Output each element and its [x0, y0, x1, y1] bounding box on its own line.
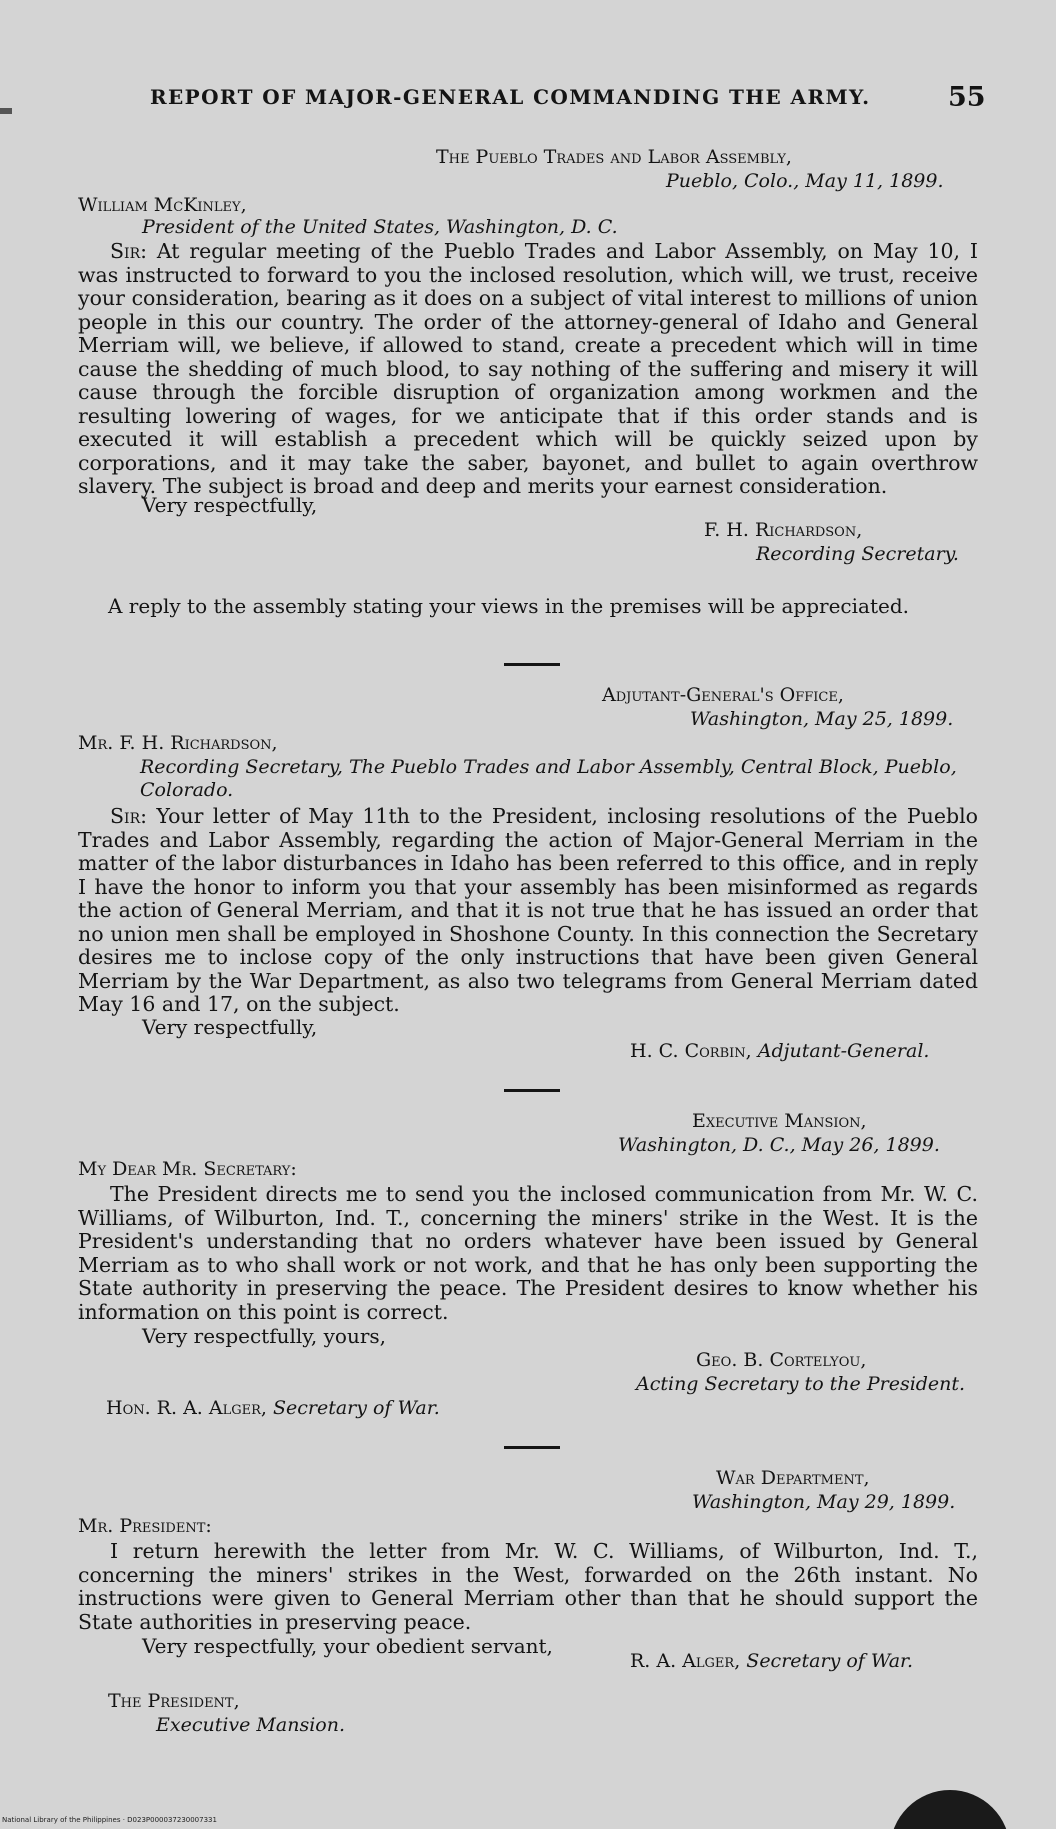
letter2-body-text: Your letter of May 11th to the President, inclosing resolutions of the Pueblo Trades and Labor Assembly, regarding the action of Major-General Merriam in the matter of the labor disturbances in Idaho has been referred to this office, and in reply I have the honor to inform you that your assembly has been misinformed as regards the action of General Merriam, and that it is not true that he has issued an order that no union men shall be employed in Shoshone County. In this connection the Secretary desires me to inclose copy of the only instructions that have been given General Merriam by the War Department, as also two telegrams from General Merriam dated May 16 and 17, on the subject.	[78, 804, 978, 1016]
letter4-signature	[630, 1650, 913, 1672]
letter1-body	[78, 239, 978, 498]
letter3-place-date: Washington, D. C., May 26, 1899.	[618, 1134, 940, 1156]
letter4-addressee-name: The President,	[108, 1690, 240, 1712]
letter1-closing: Very respectfully,	[142, 493, 318, 517]
letter1-salutation: Sir:	[110, 239, 148, 263]
page-number: 55	[948, 82, 986, 113]
letter2-place-date: Washington, May 25, 1899.	[690, 708, 954, 730]
letter4-signer-name: R. A. Alger,	[630, 1650, 741, 1672]
letter2-signer-title: Adjutant-General.	[757, 1040, 930, 1062]
letter3-signer-name: Geo. B. Cortelyou,	[696, 1349, 867, 1371]
letter2-signature	[630, 1040, 929, 1062]
letter3-addressee-title: Secretary of War.	[272, 1397, 440, 1419]
letter2-to-name: Mr. F. H. Richardson,	[78, 732, 278, 754]
letter2-from-org: Adjutant-General's Office,	[602, 684, 844, 706]
letter1-place-date: Pueblo, Colo., May 11, 1899.	[666, 170, 944, 192]
letter1-to-title: President of the United States, Washington, D. C.	[142, 216, 618, 238]
letter4-addressee-title: Executive Mansion.	[156, 1714, 345, 1736]
scan-edge-mark	[0, 108, 12, 114]
letter1-signer-name: F. H. Richardson,	[704, 519, 863, 541]
letter3-body-text: The President directs me to send you the inclosed communication from Mr. W. C. Williams, of Wilburton, Ind. T., concerning the miners' strike in the West. It is the President's understanding that no orders whatever have been issued by General Merriam as to who shall work or not work, and that he has only been supporting the State authority in preserving the peace. The President desires to know whether his information on this point is correct.	[78, 1182, 978, 1324]
letter4-from-org: War Department,	[716, 1467, 870, 1489]
letter3-body	[78, 1183, 978, 1331]
letter2-signer-name: H. C. Corbin,	[630, 1040, 752, 1062]
letter1-postscript: A reply to the assembly stating your views in the premises will be appreciated.	[108, 594, 909, 618]
letter4-body-text: I return herewith the letter from Mr. W. C. Williams, of Wilburton, Ind. T., concerning the miners' strikes in the West, forwarded on the 26th instant. No instructions were given to General Merriam other than that he should support the State authorities in preserving peace.	[78, 1539, 978, 1634]
letter4-body	[78, 1540, 978, 1640]
letter2-salutation: Sir:	[110, 804, 148, 828]
section-divider	[504, 1446, 560, 1449]
letter3-closing: Very respectfully, yours,	[142, 1324, 387, 1348]
letter1-from-org: The Pueblo Trades and Labor Assembly,	[436, 146, 792, 168]
scan-footer-stamp: National Library of the Philippines · D023P000037230007331	[2, 1816, 217, 1824]
section-divider	[504, 663, 560, 666]
letter1-body-text: At regular meeting of the Pueblo Trades and Labor Assembly, on May 10, I was instructed to forward to you the inclosed resolution, which will, we trust, receive your consideration, bearing as it does on a subject of vital interest to millions of union people in this our country. The order of the attorney-general of Idaho and General Merriam will, we believe, if allowed to stand, create a precedent which will in time cause the shedding of much blood, to say nothing of the suffering and misery it will cause through the forcible disruption of organization among workmen and the resulting lowering of wages, for we anticipate that if this order stands and is executed it will establish a precedent which will be quickly seized upon by corporations, and it may take the saber, bayonet, and bullet to again overthrow slavery. The subject is broad and deep and merits your earnest consideration.	[78, 239, 978, 498]
scanner-thumb-shadow	[890, 1790, 1010, 1829]
letter4-signer-title: Secretary of War.	[746, 1650, 914, 1672]
letter4-place-date: Washington, May 29, 1899.	[692, 1491, 956, 1513]
letter2-closing: Very respectfully,	[142, 1015, 318, 1039]
letter1-to-name: William McKinley,	[78, 194, 247, 216]
letter3-addressee-name: Hon. R. A. Alger,	[106, 1397, 267, 1419]
letter4-closing: Very respectfully, your obedient servant,	[142, 1634, 553, 1658]
letter1-signer-title: Recording Secretary.	[756, 543, 959, 565]
section-divider	[504, 1089, 560, 1092]
letter2-body	[78, 805, 978, 1020]
letter3-salutation: My Dear Mr. Secretary:	[78, 1158, 297, 1180]
letter3-signer-title: Acting Secretary to the President.	[636, 1373, 966, 1395]
letter3-addressee	[106, 1397, 440, 1419]
letter3-from-org: Executive Mansion,	[692, 1110, 867, 1132]
running-header: REPORT OF MAJOR-GENERAL COMMANDING THE ARMY.	[150, 85, 871, 109]
letter4-salutation: Mr. President:	[78, 1515, 212, 1537]
letter2-to-title: Recording Secretary, The Pueblo Trades and Labor Assembly, Central Block, Pueblo, Colorado.	[140, 756, 957, 801]
